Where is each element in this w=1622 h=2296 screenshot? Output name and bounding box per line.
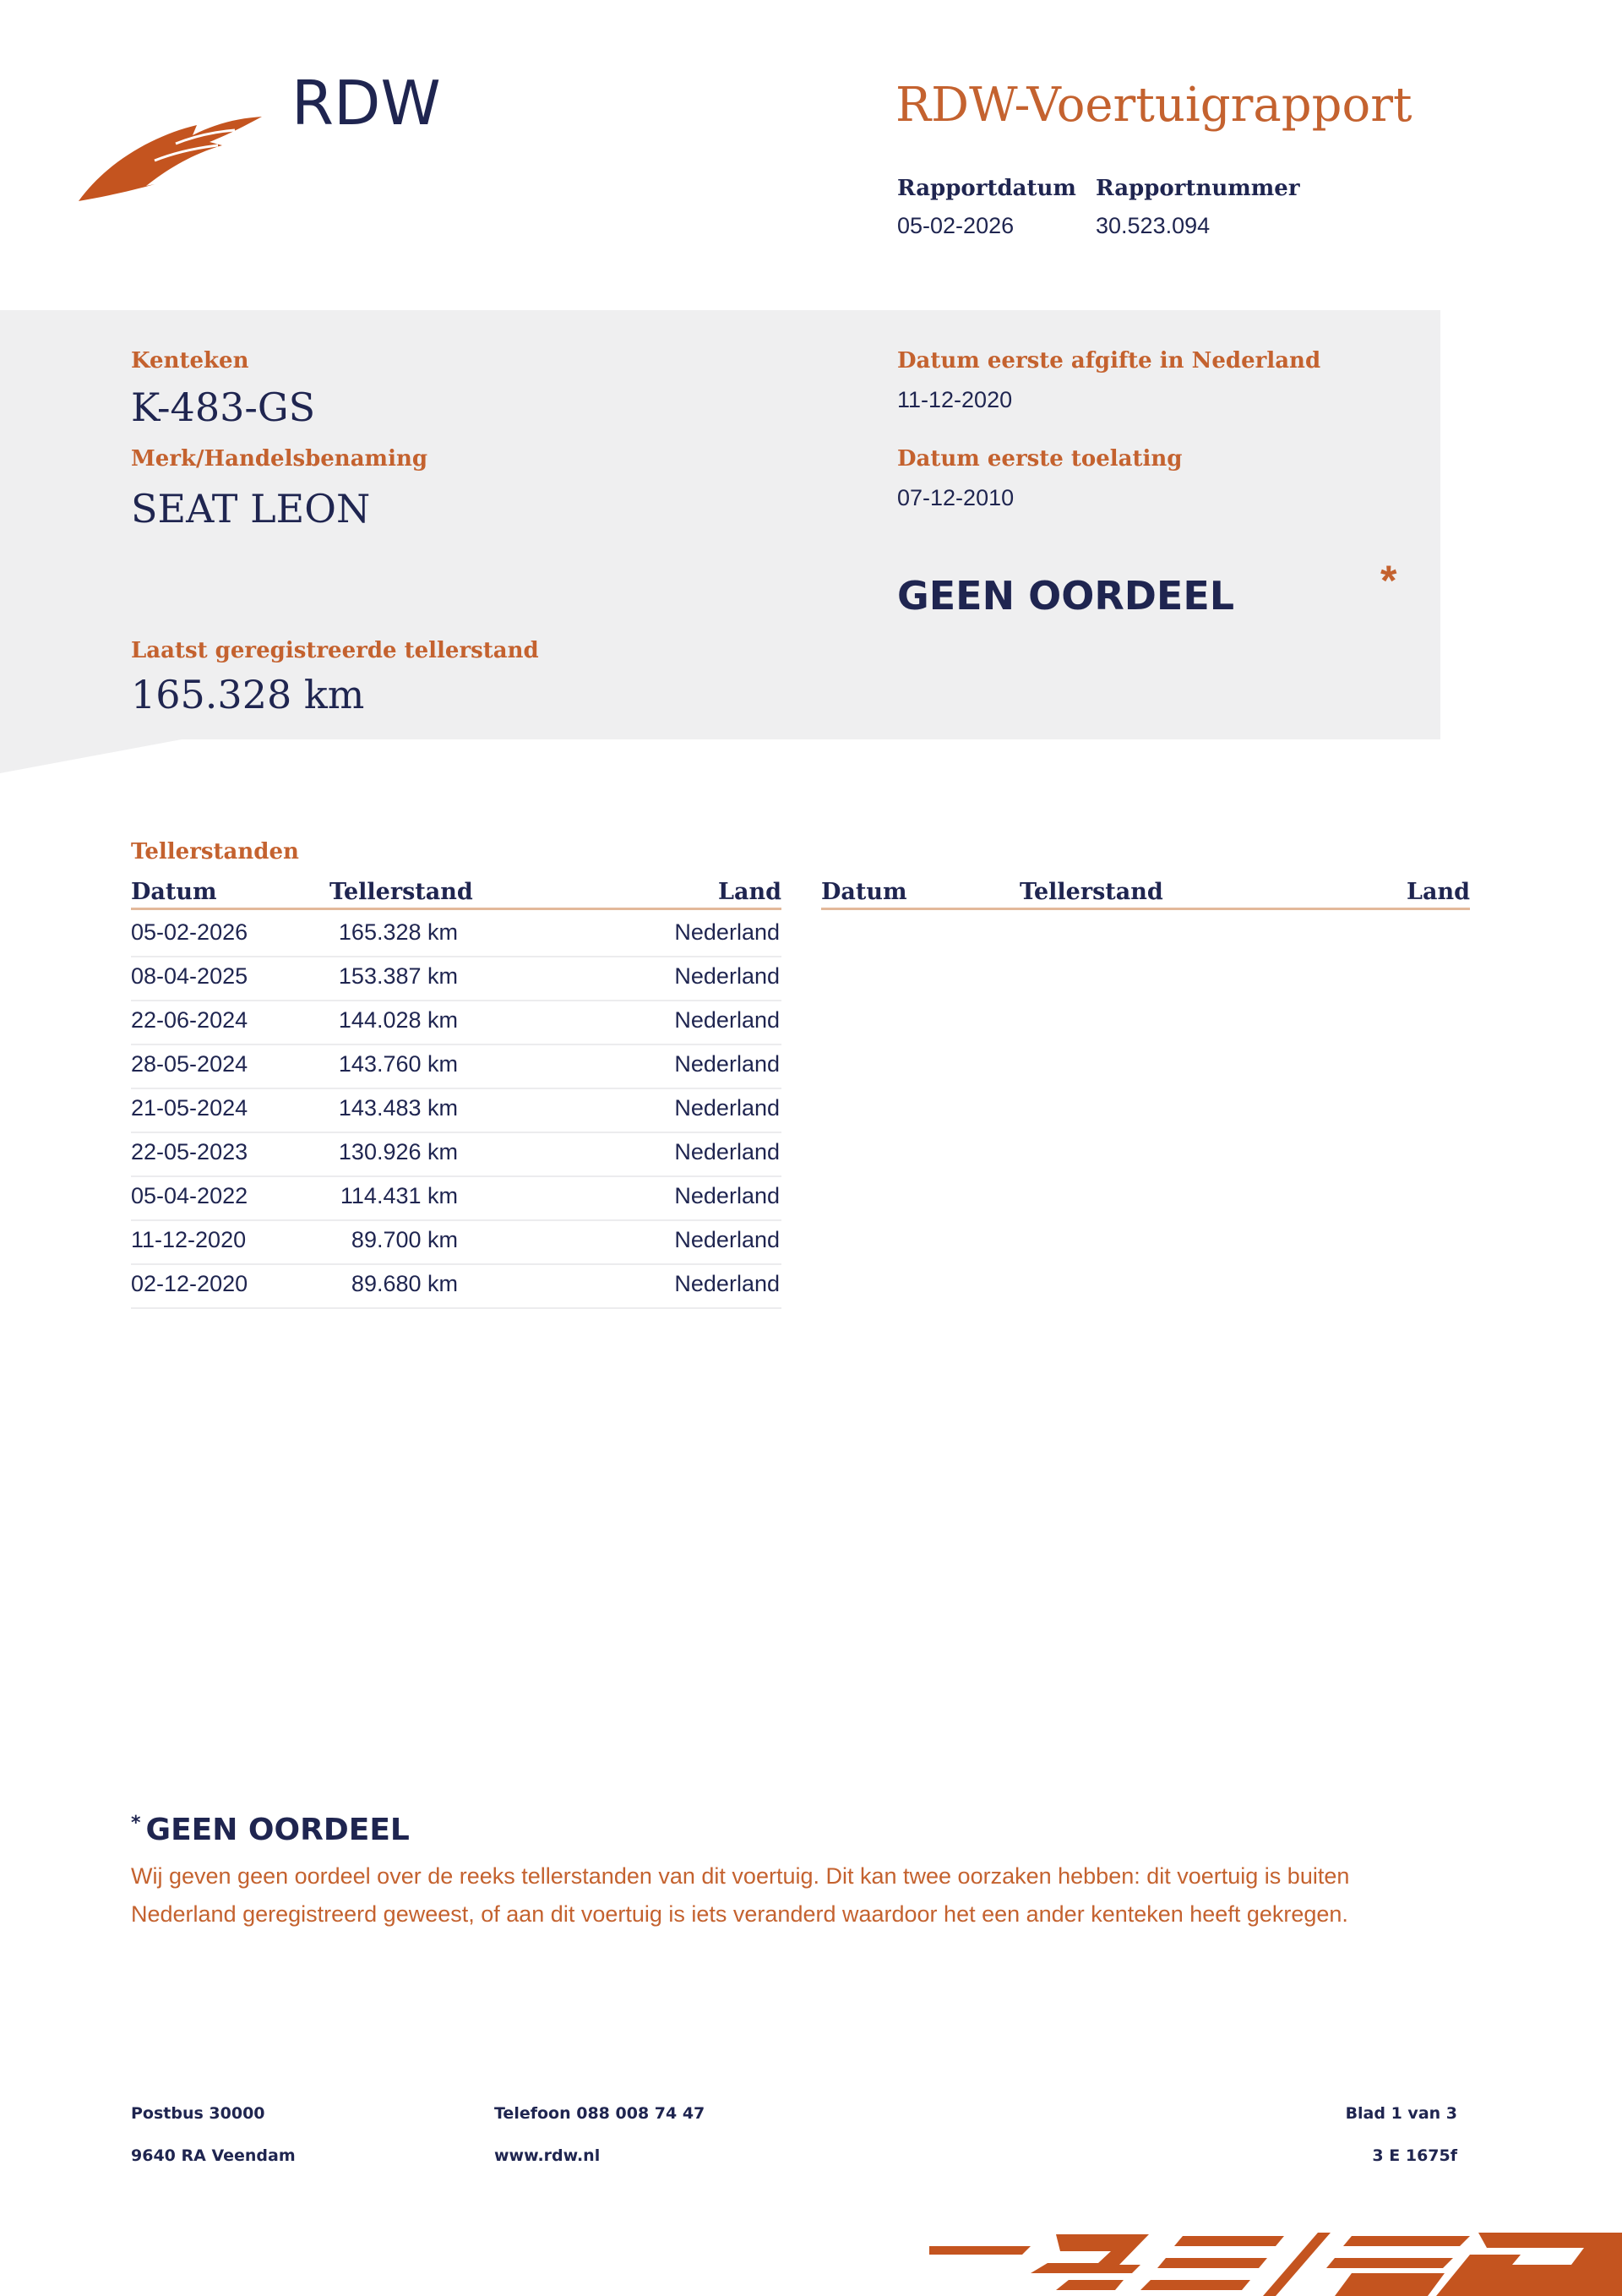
make-label: Merk/Handelsbenaming — [131, 446, 428, 472]
footer-page: Blad 1 van 3 — [1345, 2104, 1457, 2123]
row-country: Nederland — [674, 1007, 780, 1033]
footer-website[interactable]: www.rdw.nl — [494, 2146, 601, 2165]
odometer-table-header-left — [131, 879, 781, 910]
report-title: RDW-Voertuigrapport — [895, 78, 1412, 133]
plate-value: K-483-GS — [131, 384, 316, 430]
first-admission-label: Datum eerste toelating — [897, 446, 1183, 472]
row-country: Nederland — [674, 1095, 780, 1121]
footer-address-line1: Postbus 30000 — [131, 2104, 265, 2123]
table-row — [131, 1176, 781, 1221]
table-row — [131, 1264, 781, 1309]
row-date: 05-04-2022 — [131, 1183, 248, 1208]
first-nl-label: Datum eerste afgifte in Nederland — [897, 348, 1321, 374]
panel-tab-decoration — [0, 739, 182, 773]
report-number: 30.523.094 — [1096, 213, 1211, 238]
row-country: Nederland — [674, 1051, 780, 1077]
table-row — [131, 913, 781, 957]
footer-code: 3 E 1675f — [1372, 2146, 1457, 2165]
first-admission-value: 07-12-2010 — [897, 485, 1015, 510]
verdict-marker: * — [1380, 557, 1397, 604]
row-date: 11-12-2020 — [131, 1227, 247, 1252]
note-title-text: GEEN OORDEEL — [145, 1813, 410, 1847]
row-date: 02-12-2020 — [131, 1271, 248, 1296]
col-country: Land — [718, 879, 781, 905]
report-date-label: Rapportdatum — [897, 176, 1076, 201]
row-country: Nederland — [674, 1227, 780, 1252]
rdw-logo-icon — [74, 101, 269, 207]
row-reading: 89.700 km — [351, 1227, 458, 1252]
table-row — [131, 1001, 781, 1045]
row-reading: 165.328 km — [338, 919, 458, 945]
report-date: 05-02-2026 — [897, 213, 1015, 238]
row-date: 22-06-2024 — [131, 1007, 248, 1033]
row-country: Nederland — [674, 1183, 780, 1208]
brand-name: RDW — [291, 68, 441, 139]
footer-address-line2: 9640 RA Veendam — [131, 2146, 296, 2165]
table-row — [131, 1132, 781, 1177]
odometer-section-title: Tellerstanden — [131, 839, 299, 864]
note-title — [131, 1813, 410, 1847]
table-row — [131, 1044, 781, 1089]
note-text: Wij geven geen oordeel over de reeks tellerstanden van dit voertuig. Dit kan twee oorzaken hebben: dit voertuig is buiten Nederland geregistreerd geweest, of aan dit voertuig is iets veranderd waardoor het een ander kenteken heeft gekregen. — [131, 1863, 1350, 1927]
row-reading: 114.431 km — [340, 1183, 458, 1208]
decorative-stripes-icon — [929, 2229, 1622, 2296]
odometer-table-header-right — [821, 879, 1470, 910]
row-reading: 143.483 km — [338, 1095, 458, 1121]
table-row — [131, 1088, 781, 1133]
row-reading: 144.028 km — [338, 1007, 458, 1033]
report-number-label: Rapportnummer — [1096, 176, 1300, 201]
table-row — [131, 957, 781, 1001]
row-date: 08-04-2025 — [131, 963, 248, 989]
row-reading: 130.926 km — [338, 1139, 458, 1164]
note-marker: * — [131, 1813, 141, 1834]
col-reading: Tellerstand — [1020, 879, 1163, 905]
row-reading: 153.387 km — [338, 963, 458, 989]
row-reading: 89.680 km — [351, 1271, 458, 1296]
col-date: Datum — [131, 879, 217, 905]
last-odometer-label: Laatst geregistreerde tellerstand — [131, 638, 539, 663]
make-value: SEAT LEON — [131, 486, 371, 532]
first-nl-value: 11-12-2020 — [897, 387, 1013, 412]
row-date: 22-05-2023 — [131, 1139, 248, 1164]
verdict: GEEN OORDEEL — [897, 573, 1235, 619]
col-reading: Tellerstand — [329, 879, 473, 905]
row-reading: 143.760 km — [338, 1051, 458, 1077]
row-date: 21-05-2024 — [131, 1095, 248, 1121]
row-country: Nederland — [674, 963, 780, 989]
row-country: Nederland — [674, 1271, 780, 1296]
row-country: Nederland — [674, 919, 780, 945]
col-country: Land — [1407, 879, 1470, 905]
col-date: Datum — [821, 879, 907, 905]
row-date: 28-05-2024 — [131, 1051, 248, 1077]
last-odometer-value: 165.328 km — [131, 672, 365, 717]
table-row — [131, 1220, 781, 1265]
row-date: 05-02-2026 — [131, 919, 248, 945]
footer-phone: Telefoon 088 008 74 47 — [494, 2104, 705, 2123]
row-country: Nederland — [674, 1139, 780, 1164]
plate-label: Kenteken — [131, 348, 249, 374]
